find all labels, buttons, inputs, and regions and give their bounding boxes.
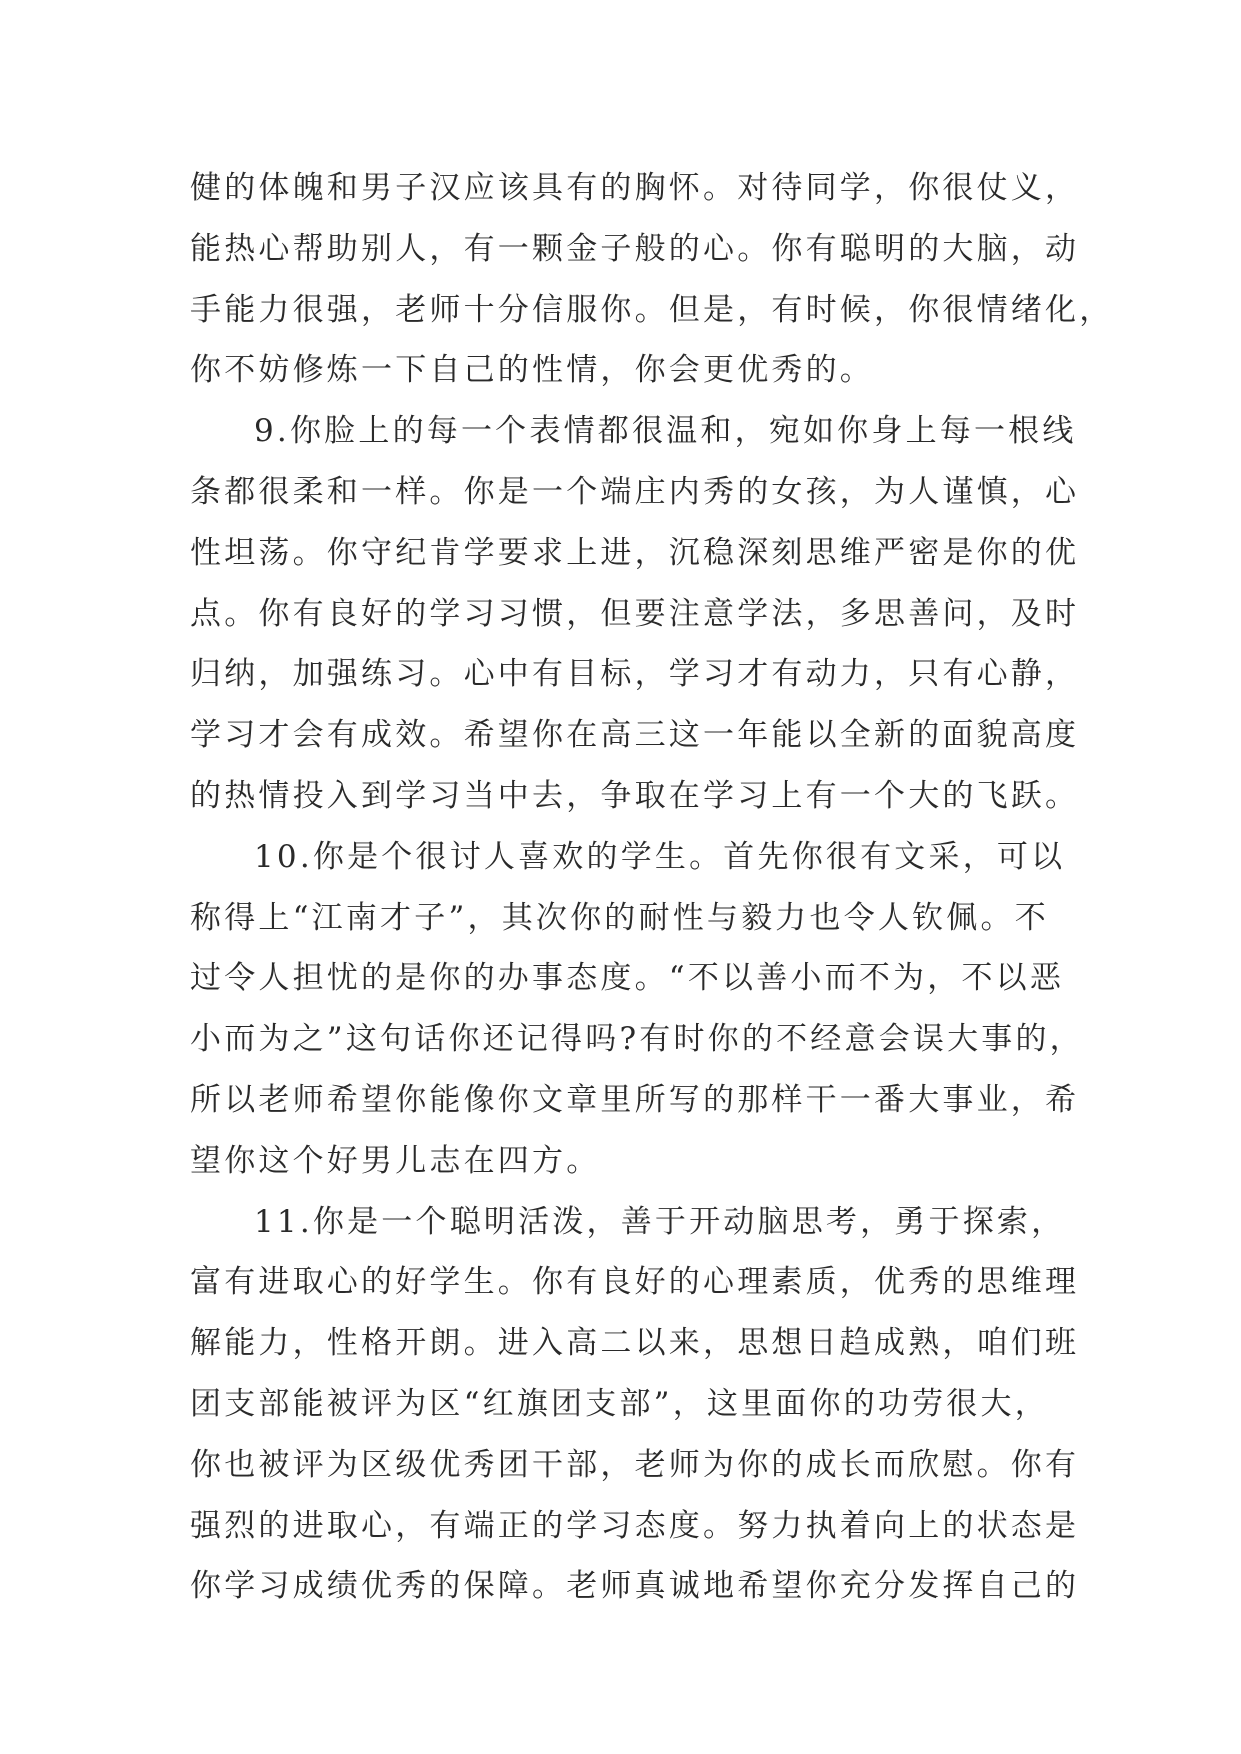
paragraph-10-first-line: 10.你是个很讨人喜欢的学生。首先你很有文采，可以: [254, 838, 1066, 875]
text-line: 解能力，性格开朗。进入高二以来，思想日趋成熟，咱们班: [190, 1325, 1080, 1362]
text-line: 的热情投入到学习当中去，争取在学习上有一个大的飞跃。: [190, 777, 1080, 814]
text-line: 健的体魄和男子汉应该具有的胸怀。对待同学，你很仗义，: [190, 170, 1080, 206]
text-line: 小而为之”这句话你还记得吗?有时你的不经意会误大事的，: [190, 1021, 1084, 1058]
text-line: 称得上“江南才子”，其次你的耐性与毅力也令人钦佩。不: [190, 899, 1049, 936]
text-line: 你也被评为区级优秀团干部，老师为你的成长而欣慰。你有: [190, 1446, 1080, 1483]
document-body: [190, 158, 1114, 1617]
text-line: 所以老师希望你能像你文章里所写的那样干一番大事业，希: [190, 1081, 1080, 1118]
text-line: 你不妨修炼一下自己的性情，你会更优秀的。: [190, 352, 874, 389]
text-line: 手能力很强，老师十分信服你。但是，有时候，你很情绪化，: [190, 291, 1114, 328]
text-line: 归纳，加强练习。心中有目标，学习才有动力，只有心静，: [190, 656, 1080, 693]
paragraph-9-first-line: 9.你脸上的每一个表情都很温和，宛如你身上每一根线: [254, 413, 1077, 450]
text-line: 条都很柔和一样。你是一个端庄内秀的女孩，为人谨慎，心: [190, 473, 1080, 510]
text-line: 能热心帮助别人，有一颗金子般的心。你有聪明的大脑，动: [190, 230, 1080, 267]
text-line: 强烈的进取心，有端正的学习态度。努力执着向上的状态是: [190, 1507, 1080, 1544]
text-line: 富有进取心的好学生。你有良好的心理素质，优秀的思维理: [190, 1264, 1080, 1301]
text-line: 望你这个好男儿志在四方。: [190, 1142, 601, 1179]
text-line: 学习才会有成效。希望你在高三这一年能以全新的面貌高度: [190, 717, 1080, 754]
text-line: 过令人担忧的是你的办事态度。“不以善小而不为，不以恶: [190, 960, 1065, 997]
text-line: 你学习成绩优秀的保障。老师真诚地希望你充分发挥自己的: [190, 1568, 1080, 1605]
text-line: 团支部能被评为区“红旗团支部”，这里面你的功劳很大，: [190, 1385, 1049, 1422]
paragraph-11-first-line: 11.你是一个聪明活泼，善于开动脑思考，勇于探索，: [254, 1203, 1066, 1240]
text-line: 点。你有良好的学习习惯，但要注意学法，多思善问，及时: [190, 595, 1080, 632]
text-line: 性坦荡。你守纪肯学要求上进，沉稳深刻思维严密是你的优: [190, 534, 1080, 571]
